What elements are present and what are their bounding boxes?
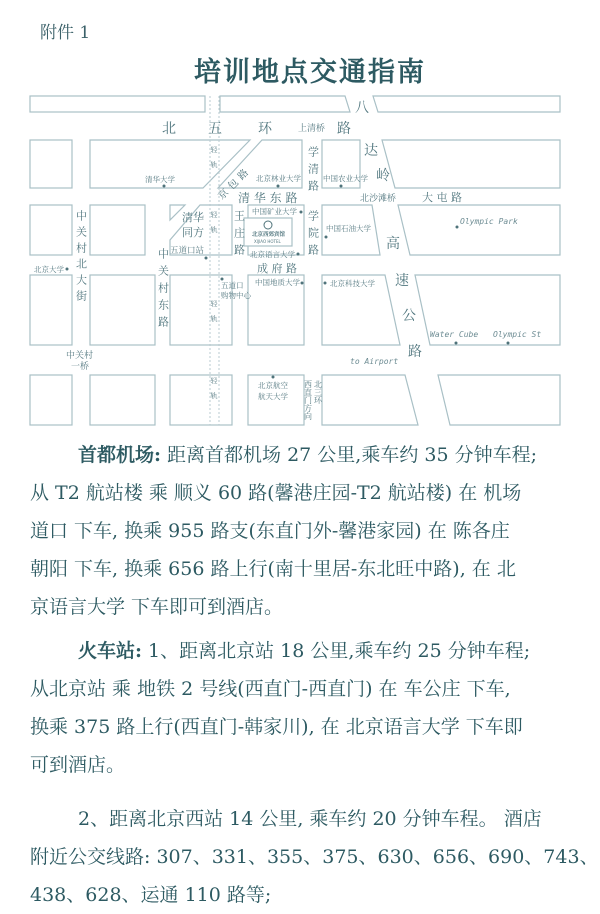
west-station-section xyxy=(30,800,599,914)
road-north-ring-1: 北 xyxy=(162,121,176,137)
xueqing-road: 学清路 xyxy=(306,146,320,197)
datun-road: 大 屯 路 xyxy=(422,191,462,204)
forestry-univ-label: 北京林业大学 xyxy=(256,174,301,183)
olympic-stadium-label: Olympic St xyxy=(493,330,542,339)
zgc-bridge: 一桥 xyxy=(71,362,90,372)
chengfu-road: 成 府 路 xyxy=(257,262,297,275)
tsinghua-label: 清华大学 xyxy=(145,175,175,184)
wudaokou-mall: 购物中心 xyxy=(221,291,251,300)
beishatan-bridge: 北沙滩桥 xyxy=(360,194,397,204)
train-line xyxy=(30,632,590,670)
airport-line: 朝阳 下车, 换乘 656 路上行(南十里居-东北旺中路), 在 北 xyxy=(30,558,516,580)
airport-line: 从 T2 航站楼 乘 顺义 60 路(馨港庄园-T2 航站楼) 在 机场 xyxy=(30,482,522,504)
page-title: 培训地点交通指南 xyxy=(194,57,426,88)
attachment-label: 附件 1 xyxy=(40,23,91,43)
train-section xyxy=(30,632,590,784)
wangzhuang-road: 王庄路 xyxy=(232,210,246,261)
badaling-char: 八 xyxy=(355,100,369,116)
buaa-label: 航天大学 xyxy=(258,392,288,401)
zgc-north-street: 中关村北大街 xyxy=(74,210,88,306)
olympic-park-label: Olympic Park xyxy=(460,217,518,226)
badaling-char: 达 xyxy=(364,143,378,159)
svg-text:北京西郊宾馆: 北京西郊宾馆 xyxy=(252,232,286,238)
xizhimen-direction-label: 西直门方向 xyxy=(303,380,313,420)
wudaokou-mall: 五道口 xyxy=(221,281,244,290)
water-cube-label: Water Cube xyxy=(430,330,479,339)
transport-map xyxy=(0,0,600,430)
road-north-ring-2: 五 xyxy=(208,121,222,137)
third-ring-label: 北三环 xyxy=(313,380,323,404)
qinghua-east-road: 清 华 东 路 xyxy=(238,191,298,205)
airport-line: 京语言大学 下车即可到酒店。 xyxy=(30,596,284,618)
shangqing-bridge: 上清桥 xyxy=(298,124,326,134)
zgc-east-road: 中关村东路 xyxy=(156,248,170,333)
west-station-line: 附近公交线路: 307、331、355、375、630、656、690、743、 xyxy=(30,846,599,868)
road-north-ring-3: 环 xyxy=(258,121,272,137)
light-rail-label: 轻轨 xyxy=(210,211,218,241)
badaling-char: 公 xyxy=(402,308,416,324)
badaling-char: 路 xyxy=(408,344,422,360)
light-rail-label: 轻轨 xyxy=(210,300,218,330)
train-line: 可到酒店。 xyxy=(30,754,126,776)
road-north-ring-4: 路 xyxy=(337,121,351,137)
badaling-char: 岭 xyxy=(376,168,390,184)
wudaokou-station: 五道口站 xyxy=(170,246,205,256)
agri-univ-label: 中国农业大学 xyxy=(323,174,368,183)
train-text: 1、距离北京站 18 公里,乘车约 25 分钟车程; xyxy=(142,640,531,662)
jingbao-road: 京包路 xyxy=(216,164,254,203)
train-line: 从北京站 乘 地铁 2 号线(西直门-西直门) 在 车公庄 下车, xyxy=(30,678,511,700)
airport-text: 距离首都机场 27 公里,乘车约 35 分钟车程; xyxy=(161,444,538,466)
west-station-line: 438、628、运通 110 路等; xyxy=(30,884,272,906)
tongfang-label: 同方 xyxy=(182,226,204,239)
svg-text:XIJIAO HOTEL: XIJIAO HOTEL xyxy=(254,239,281,244)
light-rail-label: 轻轨 xyxy=(210,146,218,176)
tongfang-label: 清华 xyxy=(182,211,204,224)
train-label: 火车站: xyxy=(78,640,143,662)
badaling-char: 速 xyxy=(395,273,409,289)
train-line: 换乘 375 路上行(西直门-韩家川), 在 北京语言大学 下车即 xyxy=(30,716,523,738)
zgc-bridge: 中关村 xyxy=(66,351,94,361)
xueyuan-road: 学院路 xyxy=(306,210,320,261)
mining-univ-label: 中国矿业大学 xyxy=(252,207,297,216)
badaling-char: 高 xyxy=(386,236,400,252)
buaa-label: 北京航空 xyxy=(258,381,288,390)
petroleum-univ-label: 中国石油大学 xyxy=(326,224,371,233)
map-blocks xyxy=(30,96,560,425)
airport-label: 首都机场: xyxy=(78,444,162,466)
light-rail-label: 轻轨 xyxy=(210,377,218,407)
geo-univ-label: 中国地质大学 xyxy=(255,278,300,287)
peking-univ-label: 北京大学 xyxy=(34,265,64,274)
airport-line xyxy=(30,436,590,474)
airport-section xyxy=(30,436,590,626)
airport-line: 道口 下车, 换乘 955 路支(东直门外-馨港家园) 在 陈各庄 xyxy=(30,520,510,542)
ustb-label: 北京科技大学 xyxy=(330,279,375,288)
blcu-label: 北京语言大学 xyxy=(250,250,295,259)
west-station-line: 2、距离北京西站 14 公里, 乘车约 20 分钟车程。 酒店 xyxy=(78,808,542,830)
to-airport-label: to Airport xyxy=(350,357,399,366)
